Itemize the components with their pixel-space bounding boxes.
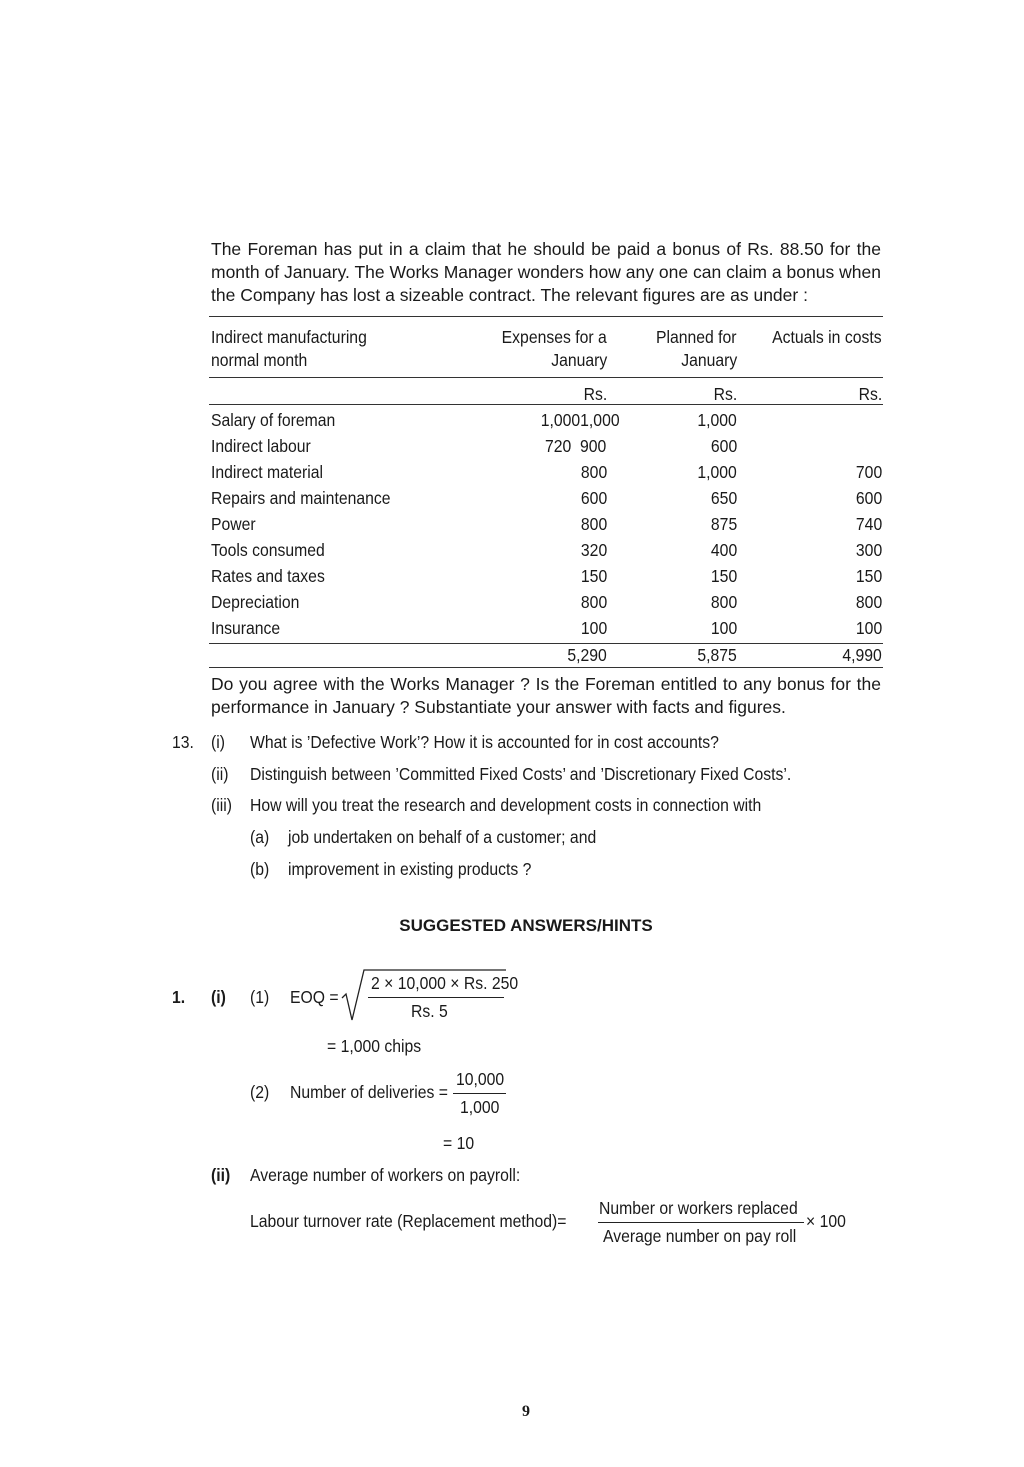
- row-planned: 100: [710, 618, 737, 638]
- eoq-lhs: EOQ =: [290, 987, 339, 1007]
- q13-b-text: improvement in existing products ?: [288, 859, 532, 879]
- row-expenses: 800: [580, 514, 607, 534]
- table-top-rule: [209, 316, 883, 317]
- deliveries-lhs: Number of deliveries =: [290, 1082, 449, 1102]
- table-units-rule: [209, 404, 883, 405]
- deliveries-denominator: 1,000: [460, 1097, 500, 1117]
- row-actual: 300: [855, 540, 882, 560]
- header-expenses-january: January: [550, 350, 607, 370]
- answer-1-p2-label: (2): [250, 1082, 270, 1102]
- row-expenses: 800: [580, 592, 607, 612]
- row-planned: 1,000: [697, 462, 737, 482]
- q13-iii-label: (iii): [211, 795, 232, 815]
- answer-1-ii-text: Average number of workers on payroll:: [250, 1165, 521, 1185]
- row-actual: 740: [855, 514, 882, 534]
- row-expenses: 100: [580, 618, 607, 638]
- question-end-paragraph: [211, 673, 881, 719]
- row-planned: 875: [710, 514, 737, 534]
- row-item: Tools consumed: [211, 540, 325, 560]
- row-planned: 400: [710, 540, 737, 560]
- page-number: 9: [522, 1403, 530, 1420]
- ltr-fraction-bar: [598, 1222, 804, 1223]
- row-planned: 650: [710, 488, 737, 508]
- unit-expenses: Rs.: [583, 384, 607, 404]
- row-expenses: 150: [580, 566, 607, 586]
- row-actual: 800: [855, 592, 882, 612]
- deliveries-fraction-bar: [453, 1093, 506, 1094]
- intro-paragraph: [211, 238, 881, 307]
- ltr-multiplier: × 100: [806, 1211, 846, 1231]
- q13-number: 13.: [172, 732, 194, 752]
- q13-ii-text: Distinguish between ’Committed Fixed Costs’ and ’Discretionary Fixed Costs’.: [250, 764, 792, 784]
- row-planned: 1,000: [697, 410, 737, 430]
- row-item: Salary of foreman: [211, 410, 336, 430]
- row-expenses: 320: [580, 540, 607, 560]
- row-item: Indirect labour: [211, 436, 311, 456]
- total-actual: 4,990: [842, 645, 882, 665]
- row-item: Insurance: [211, 618, 281, 638]
- total-planned: 5,875: [697, 645, 737, 665]
- row-actual: 100: [855, 618, 882, 638]
- row-planned: 150: [710, 566, 737, 586]
- eoq-result: = 1,000 chips: [327, 1036, 422, 1056]
- row-actual: 700: [855, 462, 882, 482]
- row-planned: 600: [710, 436, 737, 456]
- table-header-rule: [209, 377, 883, 378]
- header-expenses: Expenses for a: [501, 327, 607, 347]
- intro-line-2: month of January. The Works Manager wonders how any one can claim a bonus when: [211, 262, 881, 282]
- row-actual: 150: [855, 566, 882, 586]
- q13-iii-text: How will you treat the research and development costs in connection with: [250, 795, 762, 815]
- row-expenses: 1,0001,000: [541, 410, 620, 430]
- row-expenses: 720 900: [545, 436, 607, 456]
- q13-ii-label: (ii): [211, 764, 229, 784]
- answer-1-p1-label: (1): [250, 987, 270, 1007]
- answer-1-ii-label: (ii): [211, 1165, 231, 1185]
- deliveries-result: = 10: [443, 1133, 475, 1153]
- row-planned: 800: [710, 592, 737, 612]
- q13-i-label: (i): [211, 732, 225, 752]
- question-end-line-2: performance in January ? Substantiate your answer with facts and figures.: [211, 697, 786, 717]
- eoq-numerator: 2 × 10,000 × Rs. 250: [371, 973, 519, 993]
- answer-1-i-label: (i): [211, 987, 226, 1007]
- row-item: Power: [211, 514, 256, 534]
- intro-line-1: The Foreman has put in a claim that he should be paid a bonus of Rs. 88.50 for the: [211, 239, 881, 259]
- answer-1-number: 1.: [172, 987, 186, 1007]
- row-item: Repairs and maintenance: [211, 488, 391, 508]
- row-item: Depreciation: [211, 592, 300, 612]
- header-planned-january: January: [680, 350, 737, 370]
- intro-line-3: the Company has lost a sizeable contract. The relevant figures are as under :: [211, 285, 808, 305]
- q13-a-label: (a): [250, 827, 270, 847]
- row-item: Indirect material: [211, 462, 324, 482]
- unit-actual: Rs.: [858, 384, 882, 404]
- header-actuals: Actuals in costs: [772, 327, 882, 347]
- q13-i-text: What is ’Defective Work’? How it is accounted for in cost accounts?: [250, 732, 719, 752]
- ltr-lhs: Labour turnover rate (Replacement method)=: [250, 1211, 567, 1231]
- eoq-denominator: Rs. 5: [411, 1001, 448, 1021]
- table-bottom-rule: [209, 667, 883, 668]
- deliveries-numerator: 10,000: [456, 1069, 505, 1089]
- answers-heading: SUGGESTED ANSWERS/HINTS: [399, 916, 653, 935]
- header-planned: Planned for: [656, 327, 737, 347]
- row-expenses: 800: [580, 462, 607, 482]
- question-end-line-1: Do you agree with the Works Manager ? Is the Foreman entitled to any bonus for the: [211, 674, 881, 694]
- total-expenses: 5,290: [567, 645, 607, 665]
- row-expenses: 600: [580, 488, 607, 508]
- q13-b-label: (b): [250, 859, 270, 879]
- row-actual: 600: [855, 488, 882, 508]
- ltr-numerator: Number or workers replaced: [599, 1198, 798, 1218]
- eoq-fraction-bar: [368, 997, 504, 998]
- table-total-top-rule: [209, 643, 883, 644]
- header-normal-month: normal month: [211, 350, 308, 370]
- ltr-denominator: Average number on pay roll: [603, 1226, 797, 1246]
- row-item: Rates and taxes: [211, 566, 325, 586]
- unit-planned: Rs.: [713, 384, 737, 404]
- header-indirect-manufacturing: Indirect manufacturing: [211, 327, 367, 347]
- q13-a-text: job undertaken on behalf of a customer; and: [288, 827, 597, 847]
